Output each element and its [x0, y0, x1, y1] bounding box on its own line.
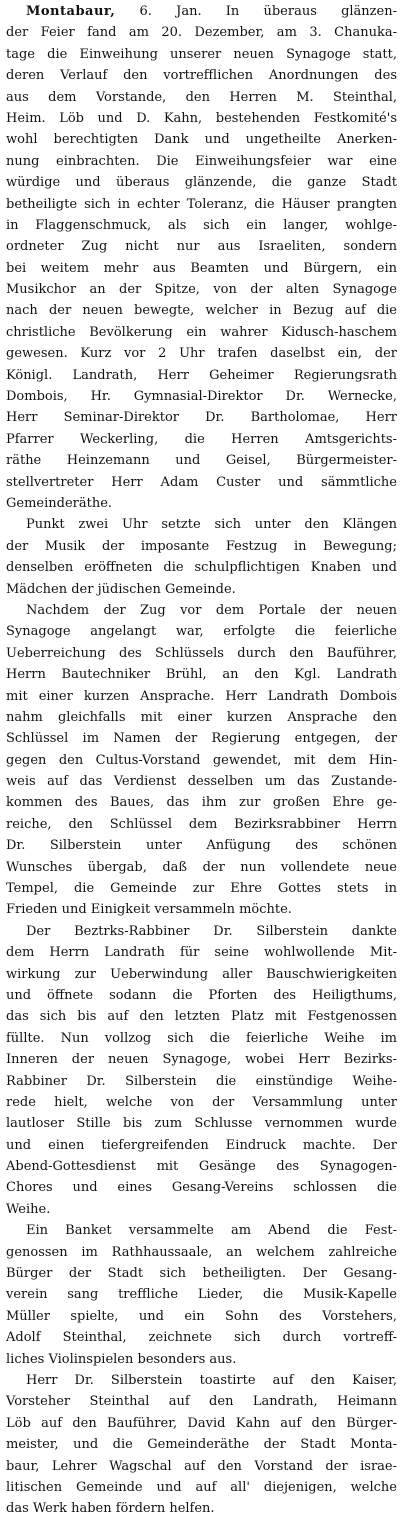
- text-line: dem Herrn Landrath für seine wohlwollende Mit-: [6, 945, 397, 961]
- text-line: der Musik der imposante Festzug in Bewegung;: [6, 538, 397, 554]
- text-line: liches Violinspielen besonders aus.: [6, 1351, 237, 1367]
- text-line: gegen den Cultus-Vorstand gewendet, mit dem Hin-: [6, 752, 397, 768]
- article-paragraph: [6, 921, 397, 1220]
- text-line: Adolf Steinthal, zeichnete sich durch vortreff-: [6, 1330, 397, 1346]
- text-line: Inneren der neuen Synagoge, wobei Herr Bezirks-: [6, 1052, 397, 1068]
- article-paragraph: [6, 1220, 397, 1370]
- text-line: nung einbrachten. Die Einweihungsfeier war eine: [6, 153, 397, 169]
- article-paragraph: [6, 514, 397, 600]
- text-line: weis auf das Verdienst desselben um das Zustande-: [6, 774, 397, 790]
- text-line: würdige und überaus glänzende, die ganze Stadt: [6, 175, 397, 191]
- text-line: nach der neuen bewegte, welcher in Bezug auf die: [6, 303, 397, 319]
- text-line: Dombois, Hr. Gymnasial-Direktor Dr. Wernecke,: [6, 389, 397, 405]
- text-line: Punkt zwei Uhr setzte sich unter den Klängen: [26, 517, 397, 533]
- text-line: füllte. Nun vollzog sich die feierliche Weihe im: [6, 1030, 397, 1046]
- article-paragraph: [6, 1, 397, 514]
- article-paragraph: [6, 600, 397, 921]
- text-line: Müller spielte, und ein Sohn des Vorstehers,: [6, 1308, 397, 1324]
- text-line: Tempel, die Gemeinde zur Ehre Gottes stets in: [6, 881, 397, 897]
- text-line: bei weitem mehr aus Beamten und Bürgern, ein: [6, 260, 397, 276]
- text-line: Der Beztrks-Rabbiner Dr. Silberstein dankte: [26, 923, 397, 939]
- text-line: aus dem Vorstande, den Herren M. Steinthal,: [6, 89, 397, 105]
- text-line: der Feier fand am 20. Dezember, am 3. Chanuka-: [6, 25, 397, 41]
- text-line: wirkung zur Ueberwindung aller Bauschwierigkeiten: [6, 966, 397, 982]
- text-line: Chores und eines Gesang-Vereins schlossen die: [6, 1180, 397, 1196]
- text-line-content: 6. Jan. In überaus glänzen-: [115, 4, 397, 19]
- text-line: baur, Lehrer Wagschal auf den Vorstand der israe-: [6, 1458, 397, 1474]
- text-line: Nachdem der Zug vor dem Portale der neuen: [26, 602, 397, 618]
- text-line: Ein Banket versammelte am Abend die Fest-: [26, 1223, 397, 1239]
- article-paragraph: [6, 1370, 397, 1520]
- text-line: in Flaggenschmuck, als sich ein langer, wohlge-: [6, 217, 397, 233]
- article-column: [6, 1, 397, 1520]
- text-line: Ueberreichung des Schlüssels durch den Bauführer,: [6, 645, 397, 661]
- text-line: Herr Seminar-Direktor Dr. Bartholomae, Herr: [6, 410, 397, 426]
- text-line: Wunsches übergab, daß der nun vollendete neue: [6, 859, 397, 875]
- text-line: gewesen. Kurz vor 2 Uhr trafen daselbst ein, der: [6, 346, 397, 362]
- text-line: genossen im Rathhaussaale, an welchem zahlreiche: [6, 1244, 397, 1260]
- text-line: Weihe.: [6, 1201, 51, 1217]
- text-line: mit einer kurzen Ansprache. Herr Landrath Dombois: [6, 688, 397, 704]
- text-line: tage die Einweihung unserer neuen Synagoge statt,: [6, 46, 397, 62]
- text-line: meister, und die Gemeinderäthe der Stadt Monta-: [6, 1437, 397, 1453]
- text-line: Dr. Silberstein unter Anfügung des schönen: [6, 838, 397, 854]
- text-line: verein sang treffliche Lieder, die Musik-Kapelle: [6, 1287, 397, 1303]
- text-line: Pfarrer Weckerling, die Herren Amtsgerichts-: [6, 431, 397, 447]
- text-line: denselben eröffneten die schulpflichtigen Knaben und: [6, 560, 397, 576]
- text-line: Abend-Gottesdienst mit Gesänge des Synagogen-: [6, 1159, 397, 1175]
- text-line: Gemeinderäthe.: [6, 495, 113, 511]
- text-line: deren Verlauf den vortrefflichen Anordnungen des: [6, 68, 397, 84]
- text-line: das Werk haben fördern helfen.: [6, 1501, 215, 1517]
- text-line: und öffnete sodann die Pforten des Heiligthums,: [6, 987, 397, 1003]
- text-line: Königl. Landrath, Herr Geheimer Regierungsrath: [6, 367, 397, 383]
- text-line: litischen Gemeinde und auf all' diejenigen, welche: [6, 1479, 397, 1495]
- text-line: [6, 1, 397, 22]
- text-line: Herr Dr. Silberstein toastirte auf den Kaiser,: [26, 1373, 397, 1388]
- text-line: Rabbiner Dr. Silberstein die einstündige Weihe-: [6, 1073, 397, 1089]
- text-line: ordneter Zug nicht nur aus Israeliten, sondern: [6, 239, 397, 255]
- text-line: Frieden und Einigkeit versammeln möchte.: [6, 902, 292, 918]
- text-line: kommen des Baues, das ihm zur großen Ehre ge-: [6, 795, 397, 811]
- text-line: Mädchen der jüdischen Gemeinde.: [6, 581, 236, 597]
- text-line: und einen tiefergreifenden Eindruck machte. Der: [6, 1137, 397, 1153]
- text-line: Synagoge angelangt war, erfolgte die feierliche: [6, 624, 397, 640]
- text-line: stellvertreter Herr Adam Custer und sämmtliche: [6, 474, 397, 490]
- text-line: lautloser Stille bis zum Schlusse vernommen wurde: [6, 1116, 397, 1132]
- text-line: betheiligte sich in echter Toleranz, die Häuser prangten: [6, 196, 397, 212]
- text-line: Bürger der Stadt sich betheiligten. Der Gesang-: [6, 1266, 397, 1282]
- text-line: Löb auf den Bauführer, David Kahn auf den Bürger-: [6, 1415, 397, 1431]
- text-line: Musikchor an der Spitze, von der alten Synagoge: [6, 282, 397, 298]
- text-line: christliche Bevölkerung ein wahrer Kidusch-haschem: [6, 324, 397, 340]
- text-line: Herrn Bautechniker Brühl, an den Kgl. Landrath: [6, 667, 397, 683]
- text-line: rede hielt, welche von der Versammlung unter: [6, 1094, 397, 1110]
- dateline: Montabaur,: [26, 4, 116, 19]
- text-line: Schlüssel im Namen der Regierung entgegen, der: [6, 731, 397, 747]
- text-line: das sich bis auf den letzten Platz mit Festgenossen: [6, 1009, 397, 1025]
- text-line: nahm gleichfalls mit einer kurzen Ansprache den: [6, 709, 397, 725]
- text-line: reiche, den Schlüssel dem Bezirksrabbiner Herrn: [6, 816, 397, 832]
- text-line: Heim. Löb und D. Kahn, bestehenden Festkomité's: [6, 110, 397, 126]
- text-line: räthe Heinzemann und Geisel, Bürgermeister-: [6, 453, 397, 469]
- text-line: Vorsteher Steinthal auf den Landrath, Heimann: [6, 1394, 397, 1410]
- text-line: wohl berechtigten Dank und ungetheilte Anerken-: [6, 132, 397, 148]
